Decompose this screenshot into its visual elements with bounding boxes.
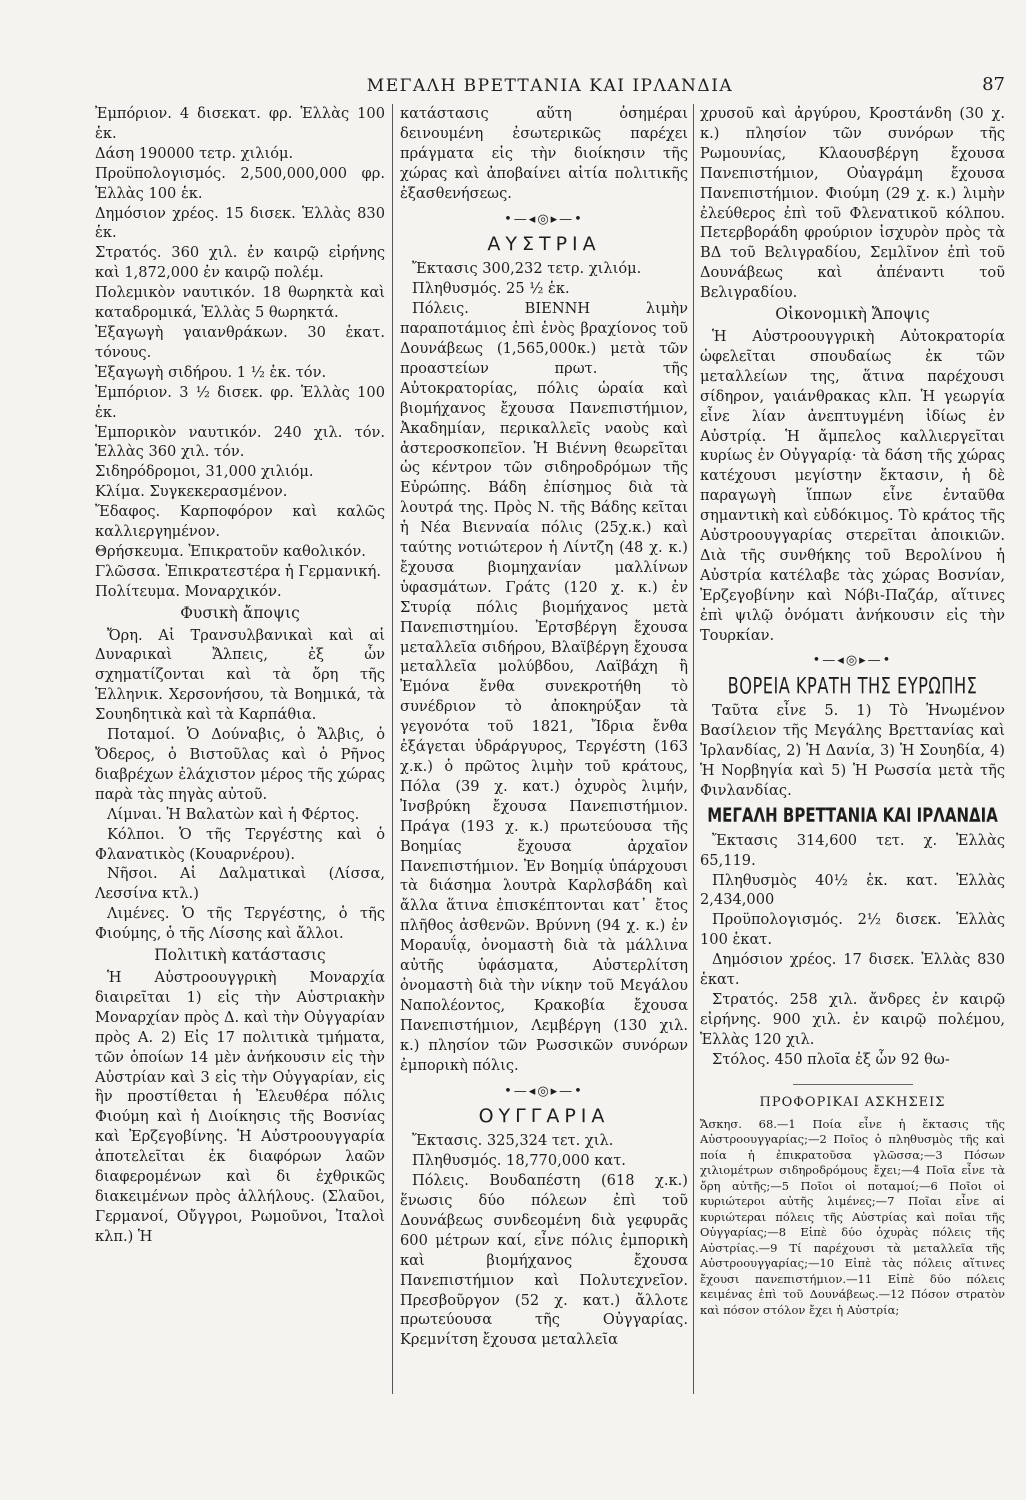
exercises-text: Ἄσκησ. 68.—1 Ποία εἶνε ἡ ἔκτασις τῆς Αὐστροουγγαρίας;—2 Ποῖος ὁ πληθυσμὸς τῆς καὶ ποία ἡ ἐπικρατοῦσα γλῶσσα;—3 Πόσων χιλιομέτρων σιδηροδρόμους ἔχει;—4 Ποῖα εἶνε τὰ ὄρη αὐτῆς;—5 Ποῖοι οἱ ποταμοί;—6 Ποῖοι οἱ κυριώτεροι αὐτῆς λιμένες;—7 Ποῖαι εἶνε αἱ κυριώτεραι πόλεις τῆς Αὐστρίας καὶ ποῖαι τῆς Οὐγγαρίας;—8 Εἰπὲ δύο ὀχυρὰς πόλεις τῆς Αὐστρίας.—9 Τί παρέχουσι τὰ μεταλλεῖα τῆς Αὐστροουγγαρίας;—10 Εἰπὲ τὰς πόλεις αἵτινες ἔχουσι πανεπιστήμιον.—11 Εἰπὲ δύο πόλεις κειμένας ἐπὶ τοῦ Δουνάβεως.—12 Πόσον στρατὸν καὶ πόσον στόλον ἔχει ἡ Αὐστρία; xyxy=(700,1116,1005,1317)
column-rule-1 xyxy=(392,104,393,1394)
stat-line: Δημόσιον χρέος. 17 δισεκ. Ἑλλὰς 830 ἑκατ. xyxy=(700,951,1005,989)
topic-line: Κλίμα. Συγκεκερασμένον. xyxy=(95,483,288,501)
stat-line: Πολεμικὸν ναυτικόν. 18 θωρηκτὰ καὶ καταδρομικά, Ἑλλὰς 5 θωρηκτά. xyxy=(95,284,385,322)
exercises-heading: ΠΡΟΦΟΡΙΚΑΙ ΑΣΚΗΣΕΙΣ xyxy=(759,1094,946,1110)
column-2 xyxy=(400,104,688,1494)
column-3 xyxy=(700,104,1005,1494)
paragraph: Πόλεις. ΒΙΕΝΝΗ λιμὴν παραποτάμιος ἐπὶ ἑνὸς βραχίονος τοῦ Δουνάβεως (1,565,000κ.) μετὰ τῶν προαστείων πρωτ. τῆς Αὐτοκρατορίας, πόλις ὡραία καὶ βιομήχανος ἔχουσα Πανεπιστήμιον, Ἀκαδημίαν, περικαλλεῖς ναοὺς καὶ ἀστεροσκοπεῖον. Ἡ Βιέννη θεωρεῖται ὡς κέντρον τῶν σιδηροδρόμων τῆς Εὐρώπης. Βάδη ἐπίσημος διὰ τὰ λουτρά της. Πρὸς Ν. τῆς Βάδης κεῖται ἡ Νέα Βιενναία πόλις (25χ.κ.) καὶ ταύτης νοτιώτερον ἡ Λίντζη (48 χ. κ.) ἔχουσα βιομηχανίαν μαλλίνων ὑφασμάτων. Γράτς (120 χ. κ.) ἐν Στυρίᾳ πόλις βιομήχανος μετὰ Πανεπιστημίου. Ἐρτσβέργη ἔχουσα μεταλλεῖα σιδήρου, Βλαϊβέργη ἔχουσα μεταλλεῖα μολύβδου, Λαϊβάχη ἢ Ἐμόνα ἔνθα συνεκροτήθη τὸ συνέδριον τὸ ἀποκηρύξαν τὰ γεγονότα τοῦ 1821, Ἴδρια ἔνθα ἐξάγεται ὑδράργυρος, Τεργέστη (163 χ.κ.) ὁ πρῶτος λιμὴν τοῦ κράτους, Πόλα (39 χ. κατ.) ὀχυρὸς λιμήν, Ἰνσβρύκη ἔχουσα Πανεπιστήμιον. Πράγα (193 χ. κ.) πρωτεύουσα τῆς Βοημίας ἔχουσα ἀρχαῖον Πανεπιστήμιον. Ἐν Βοημίᾳ ὑπάρχουσι τὰ διάσημα λουτρὰ Καρλσβάδη καὶ ἄλλα ἅτινα ἐπισκέπτονται κατ᾿ ἔτος πλῆθος ἀσθενῶν. Βρύννη (94 χ. κ.) ἐν Μοραυΐᾳ, ὀνομαστὴ διὰ τὰ μάλλινα αὐτῆς ὑφάσματα, Αὐστερλίτση ὀνομαστὴ διὰ τὴν νίκην τοῦ Μεγάλου Ναπολέοντος, Κρακοβία ἔχουσα Πανεπιστήμιον, Λεμβέργη (130 χιλ. κ.) πλησίον τῶν Ρωσσικῶν συνόρων ἐμπορικὴ πόλις. xyxy=(400,300,688,1074)
country-heading-hungary: ΟΥΓΓΑΡΙΑ xyxy=(478,1105,610,1128)
stat-line: Ἐμπορικὸν ναυτικόν. 240 χιλ. τόν. Ἑλλὰς 360 χιλ. τόν. xyxy=(95,423,385,461)
running-title: ΜΕΓΑΛΗ ΒΡΕΤΤΑΝΙΑ ΚΑΙ ΙΡΛΑΝΔΙΑ xyxy=(366,76,734,96)
paragraph: Νῆσοι. Αἱ Δαλματικαὶ (Λίσσα, Λεσσίνα κτλ.) xyxy=(95,865,385,903)
stat-line: Ἐμπόριον. 3 ½ δισεκ. φρ. Ἑλλὰς 100 ἑκ. xyxy=(95,383,385,421)
paragraph: Λιμένες. Ὁ τῆς Τεργέστης, ὁ τῆς Φιούμης, ὁ τῆς Λίσσης καὶ ἄλλοι. xyxy=(95,905,385,943)
ornament: •—◂◎▸—• xyxy=(812,653,893,669)
topic-line: Γλῶσσα. Ἐπικρατεστέρα ἡ Γερμανική. xyxy=(95,562,382,580)
stat-line: Πληθυσμός. 25 ½ ἑκ. xyxy=(412,280,570,298)
stat-line: Στόλος. 450 πλοῖα ἐξ ὧν 92 θω- xyxy=(712,1050,950,1068)
topic-line: Ἔδαφος. Καρποφόρον καὶ καλῶς καλλιεργημένον. xyxy=(95,503,385,541)
page-number: 87 xyxy=(982,74,1005,95)
paragraph: κατάστασις αὕτη ὁσημέραι δεινουμένη ἐσωτερικῶς παρέχει πράγματα εἰς τὴν διοίκησιν τῆς χώρας καὶ ἀποβαίνει αἰτία πολιτικῆς ἐξασθενήσεως. xyxy=(400,105,688,202)
paragraph: Πόλεις. Βουδαπέστη (618 χ.κ.) ἕνωσις δύο πόλεων ἐπὶ τοῦ Δουνάβεως συνδεομένη διὰ γεφυρᾶς 600 μέτρων καί, εἶνε πόλις ἐμπορικὴ καὶ βιομήχανος ἔχουσα Πανεπιστήμιον καὶ Πολυτεχνεῖον. Πρεσβοῦργον (52 χ. κατ.) ἄλλοτε πρωτεύουσα τῆς Οὐγγαρίας. Κρεμνίτση ἔχουσα μεταλλεῖα xyxy=(400,1172,688,1349)
stat-line: Στρατός. 360 χιλ. ἐν καιρῷ εἰρήνης καὶ 1,872,000 ἐν καιρῷ πολέμ. xyxy=(95,244,385,282)
paragraph: Λίμναι. Ἡ Βαλατὼν καὶ ἡ Φέρτος. xyxy=(107,805,360,823)
paragraph: Κόλποι. Ὁ τῆς Τεργέστης καὶ ὁ Φλανατικὸς (Κουαρνέρου). xyxy=(95,825,385,863)
ornament: •—◂◎▸—• xyxy=(504,1083,584,1099)
stat-line: Ἔκτασις 300,232 τετρ. χιλιόμ. xyxy=(412,260,642,278)
stat-line: Δημόσιον χρέος. 15 δισεκ. Ἑλλὰς 830 ἑκ. xyxy=(95,204,385,242)
stat-line: Πληθυσμὸς 40½ ἑκ. κατ. Ἑλλὰς 2,434,000 xyxy=(700,871,1005,909)
page-header xyxy=(95,72,1005,102)
country-heading-austria: ΑΥΣΤΡΙΑ xyxy=(487,233,601,256)
paragraph: Ταῦτα εἶνε 5. 1) Τὸ Ἡνωμένον Βασίλειον τῆς Μεγάλης Βρεττανίας καὶ Ἰρλανδίας, 2) Ἡ Δανία, 3) Ἡ Σουηδία, 4) Ἡ Νορβηγία καὶ 5) Ἡ Ρωσσία μετὰ τῆς Φινλανδίας. xyxy=(700,702,1005,799)
paragraph: Ποταμοί. Ὁ Δούναβις, ὁ Ἄλβις, ὁ Ὄδερος, ὁ Βιστοῦλας καὶ ὁ Ρῆνος διαβρέχων ἐλάχιστον μέρος τῆς χώρας παρὰ τὰς πηγὰς αὐτοῦ. xyxy=(95,726,385,803)
country-heading-britain: ΜΕΓΑΛΗ ΒΡΕΤΤΑΝΙΑ ΚΑΙ ΙΡΛΑΝΔΙΑ xyxy=(707,803,998,828)
divider xyxy=(793,1084,913,1085)
stat-line: Ἔκτασις. 325,324 τετ. χιλ. xyxy=(412,1132,614,1150)
stat-line: Ἐμπόριον. 4 δισεκατ. φρ. Ἑλλὰς 100 ἑκ. xyxy=(95,105,385,142)
stat-line: Ἐξαγωγὴ γαιανθράκων. 30 ἑκατ. τόνους. xyxy=(95,323,385,361)
paragraph: Ὄρη. Αἱ Τρανσυλβανικαὶ καὶ αἱ Δυναρικαὶ Ἄλπεις, ἐξ ὧν σχηματίζονται καὶ τὰ ὄρη τῆς Ἑλληνικ. Χερσονήσου, τὰ Βοημικά, τὰ Σουηδητικὰ καὶ τὰ Καρπάθια. xyxy=(95,626,385,724)
stat-line: Πληθυσμός. 18,770,000 κατ. xyxy=(412,1152,626,1170)
stat-line: Δάση 190000 τετρ. χιλιόμ. xyxy=(95,144,294,162)
section-heading: Οἰκονομικὴ Ἄποψις xyxy=(775,305,930,324)
column-rule-2 xyxy=(693,104,694,1394)
stat-line: Ἐξαγωγὴ σιδήρου. 1 ½ ἑκ. τόν. xyxy=(95,363,327,381)
topic-line: Θρήσκευμα. Ἐπικρατοῦν καθολικόν. xyxy=(95,542,366,560)
region-heading: ΒΟΡΕΙΑ ΚΡΑΤΗ ΤΗΣ ΕΥΡΩΠΗΣ xyxy=(727,673,978,700)
stat-line: Προϋπολογισμός. 2½ δισεκ. Ἑλλὰς 100 ἑκατ. xyxy=(700,911,1005,949)
paragraph: Ἡ Αὐστροουγγρικὴ Αὐτοκρατορία ὠφελεῖται σπουδαίως ἐκ τῶν μεταλλείων της, ἅτινα παρέχουσι σίδηρον, γαιάνθρακας κλπ. Ἡ γεωργία εἶνε λίαν ἀνεπτυγμένη ἰδίως ἐν Αὐστρίᾳ. Ἡ ἄμπελος καλλιεργεῖται κυρίως ἐν Οὐγγαρίᾳ· τὰ δάση τῆς χώρας κατέχουσι μεγίστην ἔκτασιν, ἡ δὲ παραγωγὴ ἵππων εἶνε ἐνταῦθα σημαντικὴ καὶ εὐδόκιμος. Τὸ κράτος τῆς Αὐστροουγγαρίας στερεῖται ἀποικιῶν. Διὰ τῆς συνθήκης τοῦ Βερολίνου ἡ Αὐστρία κατέλαβε τὰς χώρας Βοσνίαν, Ἐρζεγοβίνην καὶ Νόβι-Παζάρ, αἵτινες ἐπὶ ψιλῷ ὀνόματι ἀνήκουσιν εἰς τὴν Τουρκίαν. xyxy=(700,327,1005,644)
topic-line: Πολίτευμα. Μοναρχικόν. xyxy=(95,582,282,600)
section-heading: Πολιτικὴ κατάστασις xyxy=(154,946,326,965)
paragraph: Ἡ Αὐστροουγγρικὴ Μοναρχία διαιρεῖται 1) εἰς τὴν Αὐστριακὴν Μοναρχίαν πρὸς Δ. καὶ τὴν Οὐγγαρίαν πρὸς Α. 2) Εἰς 17 πολιτικὰ τμήματα, τῶν ὁποίων 14 μὲν ἀνήκουσιν εἰς τὴν Αὐστρίαν καὶ 3 εἰς τὴν Οὐγγαρίαν, εἰς ἣν προστίθεται ἡ Ἐλευθέρα πόλις Φιούμη καὶ ἡ Διοίκησις τῆς Βοσνίας καὶ Ἐρζεγοβίνης. Ἡ Αὐστροουγγαρία ἀποτελεῖται ἐκ διαφόρων λαῶν διαφερομένων καὶ δι ἐχθρικῶς διακειμένων πρὸς ἀλλήλους. (Σλαῦοι, Γερμανοί, Οὔγγροι, Ρωμοῦνοι, Ἰταλοὶ κλπ.) Ἡ xyxy=(95,968,385,1245)
stat-line: Ἔκτασις 314,600 τετ. χ. Ἑλλὰς 65,119. xyxy=(700,831,1005,869)
stat-line: Στρατός. 258 χιλ. ἄνδρες ἐν καιρῷ εἰρήνης. 900 χιλ. ἐν καιρῷ πολέμου, Ἑλλὰς 120 χιλ. xyxy=(700,990,1005,1048)
stat-line: Προϋπολογισμός. 2,500,000,000 φρ. Ἑλλὰς 100 ἑκ. xyxy=(95,164,385,202)
paragraph: χρυσοῦ καὶ ἀργύρου, Κροστάνδη (30 χ. κ.) πλησίον τῶν συνόρων τῆς Ρωμουνίας, Κλαουσβέργη ἔχουσα Πανεπιστήμιον, Οὐαγράμη ἔχουσα Πανεπιστήμιον. Φιούμη (29 χ. κ.) λιμὴν ἐλεύθερος ἐπὶ τοῦ Φλενατικοῦ κόλπου. Πετερβοράδη φρούριον ἰσχυρὸν πρὸς τὰ ΒΔ τοῦ Βελιγραδίου, Σεμλῖνον ἐπὶ τοῦ Δουνάβεως καὶ ἀπέναντι τοῦ Βελιγραδίου. xyxy=(700,105,1005,302)
stat-line: Σιδηρόδρομοι, 31,000 χιλιόμ. xyxy=(95,463,314,481)
column-1 xyxy=(95,104,385,1494)
section-heading: Φυσικὴ ἄποψις xyxy=(180,603,300,622)
ornament: •—◂◎▸—• xyxy=(504,211,584,227)
